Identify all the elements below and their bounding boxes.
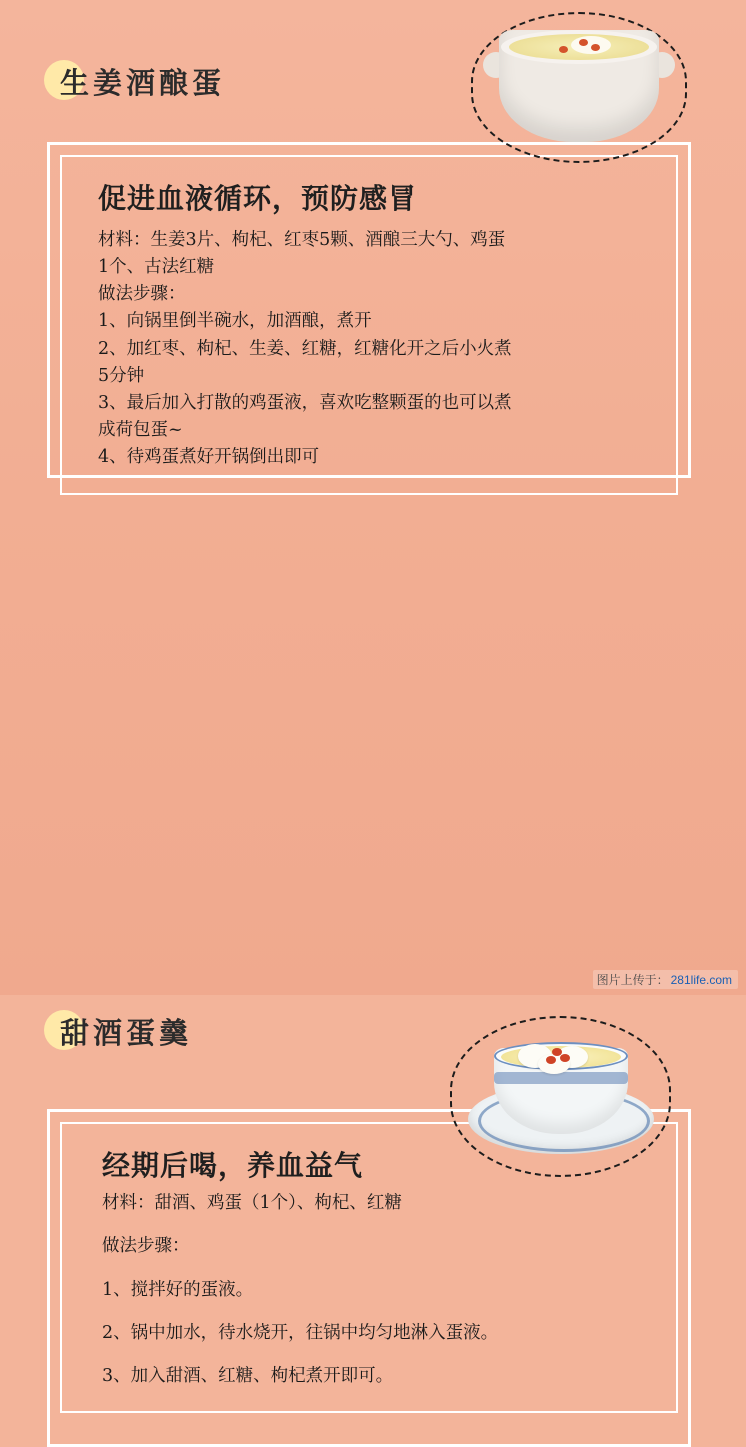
watermark-brand: 281life.com <box>670 972 732 987</box>
recipe-heading-1: 促进血液循环，预防感冒 <box>98 182 418 215</box>
recipe-line: 3、最后加入打散的鸡蛋液，喜欢吃整颗蛋的也可以煮 <box>98 392 512 413</box>
recipe-line: 成荷包蛋~ <box>98 419 183 440</box>
recipe-body-2 <box>102 1190 654 1389</box>
watermark-prefix: 图片上传于： <box>596 973 669 987</box>
recipe-line: 3、加入甜酒、红糖、枸杞煮开即可。 <box>102 1366 394 1386</box>
recipe-card-1 <box>47 142 691 478</box>
recipe-title-2 <box>54 1008 192 1054</box>
recipe-title-2-text: 甜酒蛋羹 <box>60 1015 193 1050</box>
recipe-photo-2 <box>458 1024 663 1169</box>
recipe-photo-1 <box>479 20 679 155</box>
recipe-line: 1、搅拌好的蛋液。 <box>102 1279 254 1300</box>
watermark-footer <box>593 970 738 989</box>
recipe-line: 做法步骤： <box>98 284 186 305</box>
recipe-title-1 <box>54 58 225 104</box>
recipe-title-1-text: 生姜酒酿蛋 <box>60 65 226 100</box>
recipe-line: 材料：甜酒、鸡蛋（1个）、枸杞、红糖 <box>102 1193 402 1213</box>
recipe-line: 1个、古法红糖 <box>98 257 215 278</box>
ramekin-illustration-icon <box>487 26 671 146</box>
recipe-line: 做法步骤： <box>102 1236 190 1257</box>
recipe-card-1-inner <box>60 155 678 495</box>
recipe-line: 2、加红枣、枸杞、生姜、红糖，红糖化开之后小火煮 <box>98 338 512 359</box>
recipe-line: 材料：生姜3片、枸杞、红枣5颗、酒酿三大勺、鸡蛋 <box>98 230 506 250</box>
recipe-line: 4、待鸡蛋煮好开锅倒出即可 <box>98 447 320 467</box>
porcelain-bowl-illustration-icon <box>468 1032 654 1160</box>
recipe-line: 1、向锅里倒半碗水，加酒酿，煮开 <box>98 311 372 332</box>
recipe-line: 5分钟 <box>98 365 145 386</box>
recipe-line: 2、锅中加水，待水烧开，往锅中均匀地淋入蛋液。 <box>102 1322 499 1343</box>
recipe-body-1 <box>98 227 654 471</box>
recipe-heading-2: 经期后喝，养血益气 <box>102 1149 364 1182</box>
